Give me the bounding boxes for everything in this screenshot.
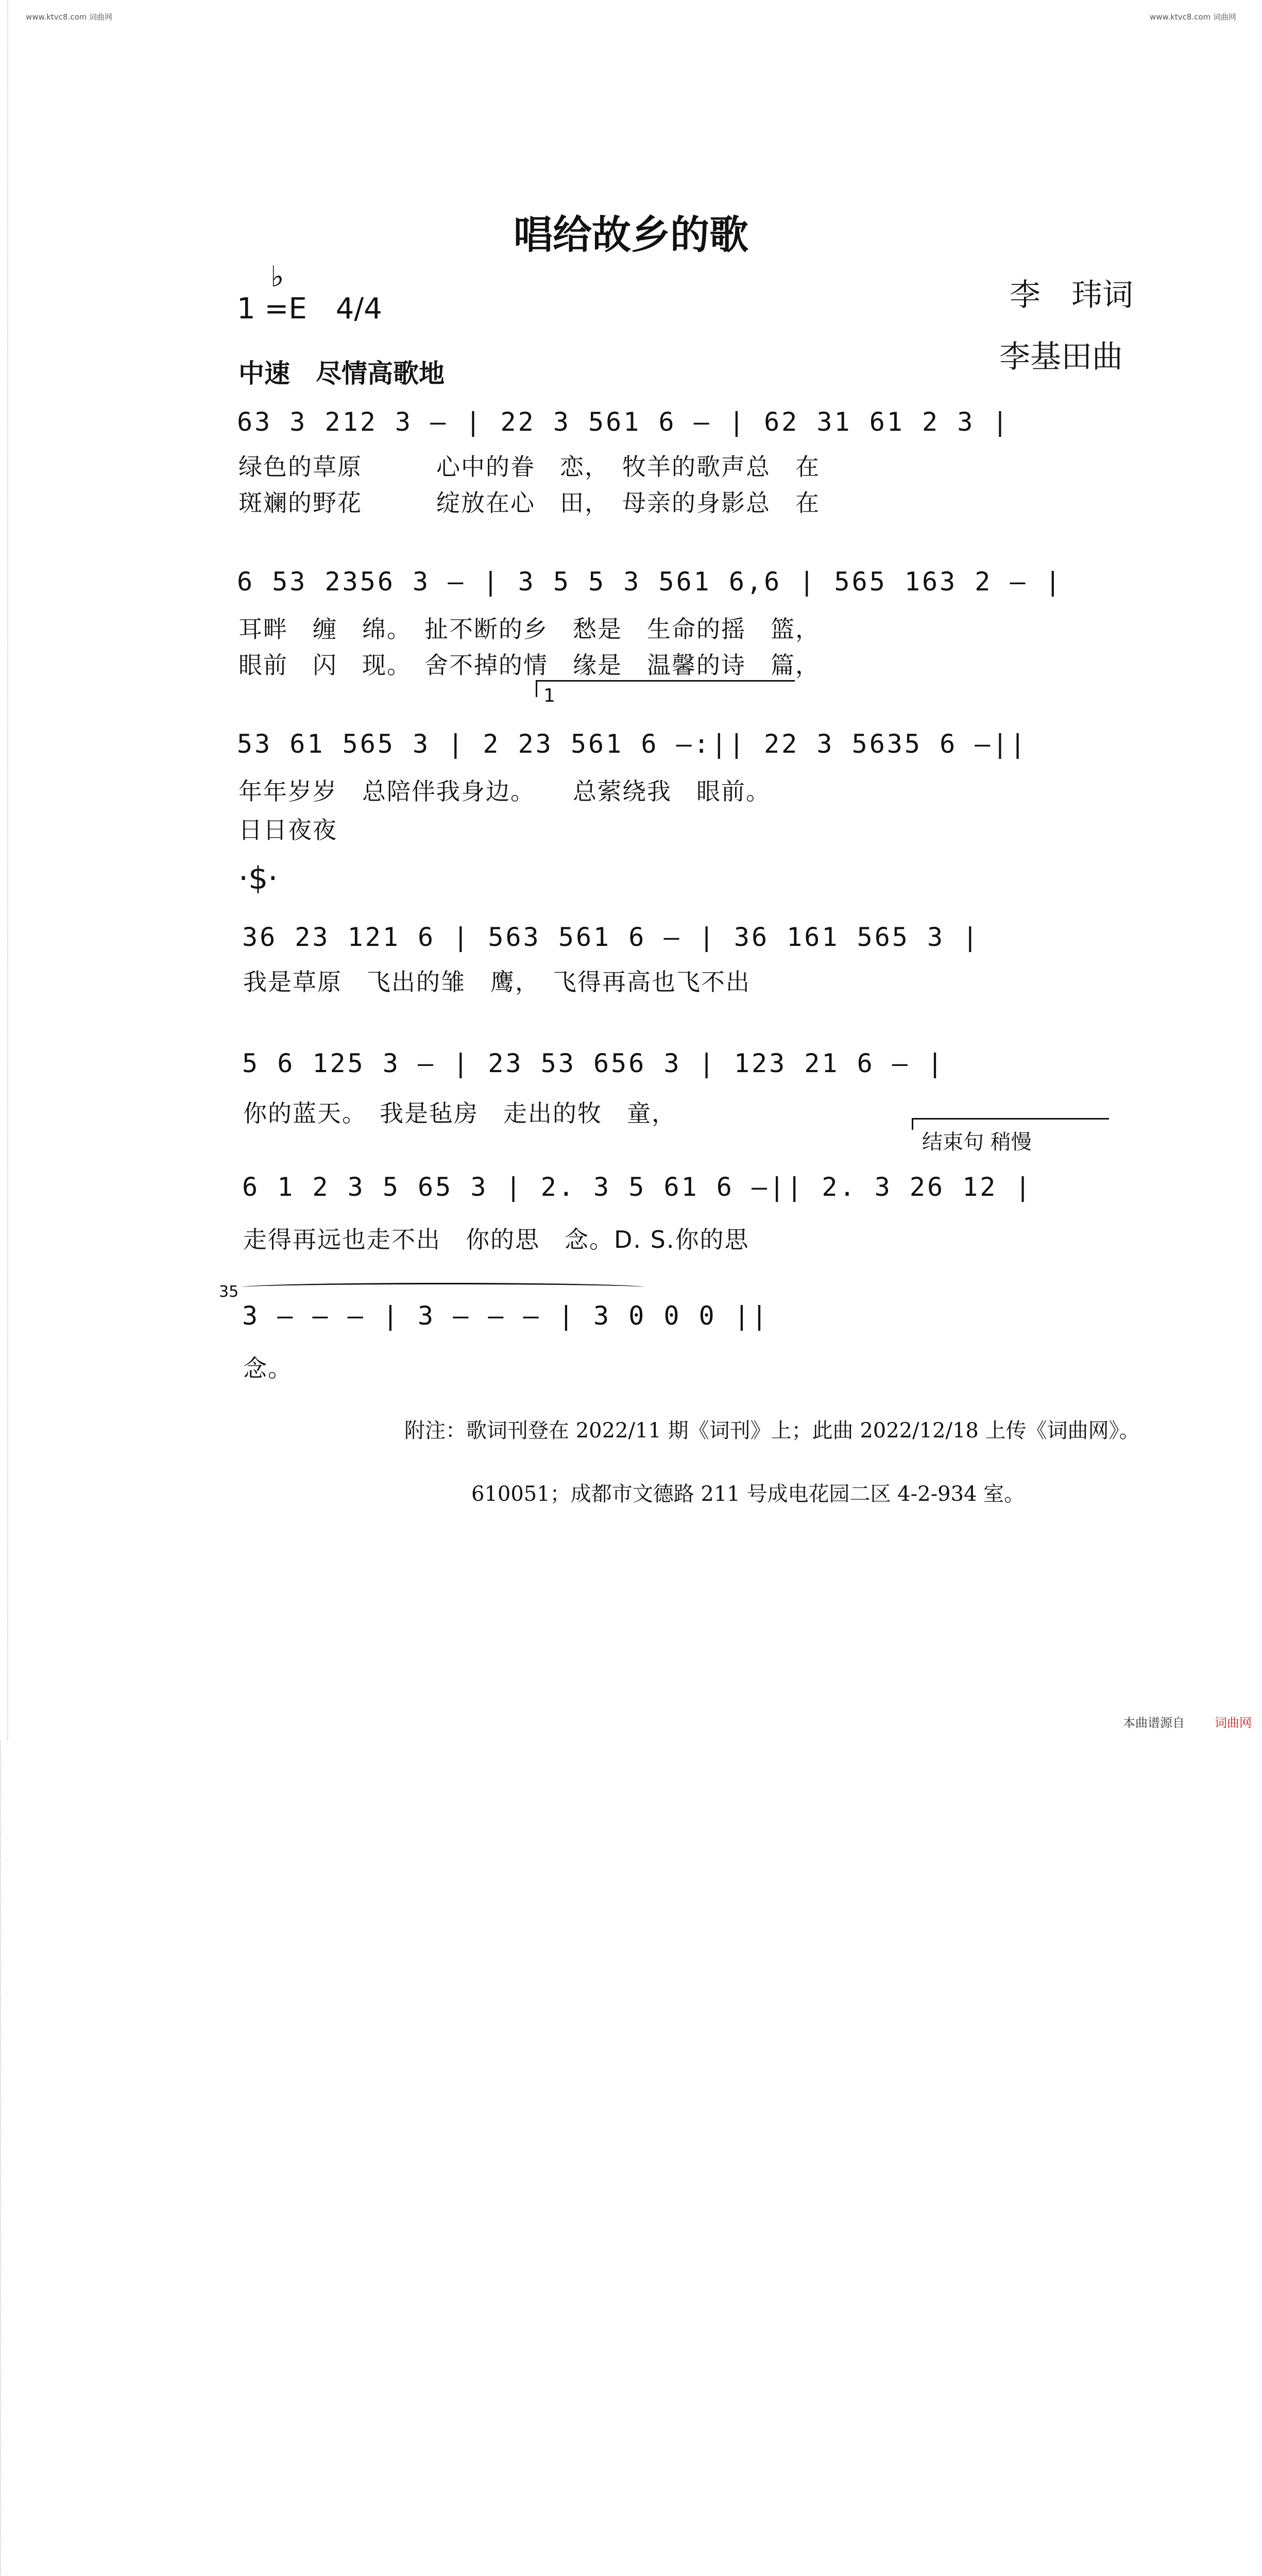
volta-bracket: [536, 680, 795, 697]
lyric-line-7: 念。: [243, 1354, 293, 1382]
flat-sign: ♭: [270, 260, 284, 294]
lyricist-credit: 李 玮词: [1010, 277, 1133, 313]
lyric-line-1a: 绿色的草原 心中的眷 恋， 牧羊的歌声总 在: [238, 453, 820, 481]
lyric-line-2a: 耳畔 缠 绵。 扯不断的乡 愁是 生命的摇 篮，: [238, 615, 820, 643]
lyric-line-3b: 日日夜夜: [238, 816, 337, 844]
lyric-line-6: 走得再远也走不出 你的思 念。D. S.你的思: [243, 1226, 749, 1253]
footer-site: 词曲网: [1215, 1716, 1252, 1730]
key-signature: 1 =E 4/4: [237, 292, 382, 326]
tempo-marking: 中速 尽情高歌地: [238, 359, 445, 388]
segno-sign: ·$·: [238, 860, 278, 896]
notation-line-6: 6 1 2 3 5 65 3 | 2. 3 5 61 6 —|| 2. 3 26 12 |: [242, 1172, 1033, 1202]
fermata-label: 35: [219, 1283, 239, 1301]
lyric-line-4: 我是草原 飞出的雏 鹰， 飞得再高也飞不出: [243, 968, 751, 996]
lyric-line-2b: 眼前 闪 现。 舍不掉的情 缘是 温馨的诗 篇，: [238, 651, 820, 679]
lyric-line-1b: 斑斓的野花 绽放在心 田， 母亲的身影总 在: [238, 489, 820, 517]
ending-note: 结束句 稍慢: [922, 1130, 1032, 1154]
footnote-line-2: 610051；成都市文德路 211 号成电花园二区 4-2-934 室。: [471, 1482, 1025, 1506]
notation-line-5: 5 6 125 3 — | 23 53 656 3 | 123 21 6 — |: [242, 1048, 945, 1078]
lyric-line-3a: 年年岁岁 总陪伴我身边。 总萦绕我 眼前。: [238, 777, 771, 805]
song-title: 唱给故乡的歌: [514, 212, 748, 258]
notation-line-3: 53 61 565 3 | 2 23 561 6 —:|| 22 3 5635 6 —||: [237, 729, 1028, 759]
notation-line-7: 3 — — — | 3 — — — | 3 0 0 0 ||: [242, 1301, 770, 1331]
volta-label: 1: [543, 685, 555, 706]
header-left-url: www.ktvc8.com 词曲网: [26, 12, 113, 22]
footnote-line-1: 附注：歌词刊登在 2022/11 期《词刊》上；此曲 2022/12/18 上传《词曲网》。: [404, 1419, 1140, 1443]
tie-arc: [242, 1283, 644, 1292]
notation-line-4: 36 23 121 6 | 563 561 6 — | 36 161 565 3 |: [242, 922, 980, 952]
lyric-line-5: 你的蓝天。 我是毡房 走出的牧 童，: [243, 1099, 676, 1127]
left-scan-border: [0, 0, 8, 1741]
notation-line-2: 6 53 2356 3 — | 3 5 5 3 561 6,6 | 565 163 2 — |: [237, 567, 1063, 597]
right-scan-border: [0, 1741, 8, 2576]
header-right-url: www.ktvc8.com 词曲网: [1149, 12, 1236, 22]
footer-source: 本曲谱源自: [1123, 1716, 1185, 1730]
notation-line-1: 63 3 212 3 — | 22 3 561 6 — | 62 31 61 2 3 |: [237, 407, 1010, 437]
composer-credit: 李基田曲: [999, 339, 1123, 375]
